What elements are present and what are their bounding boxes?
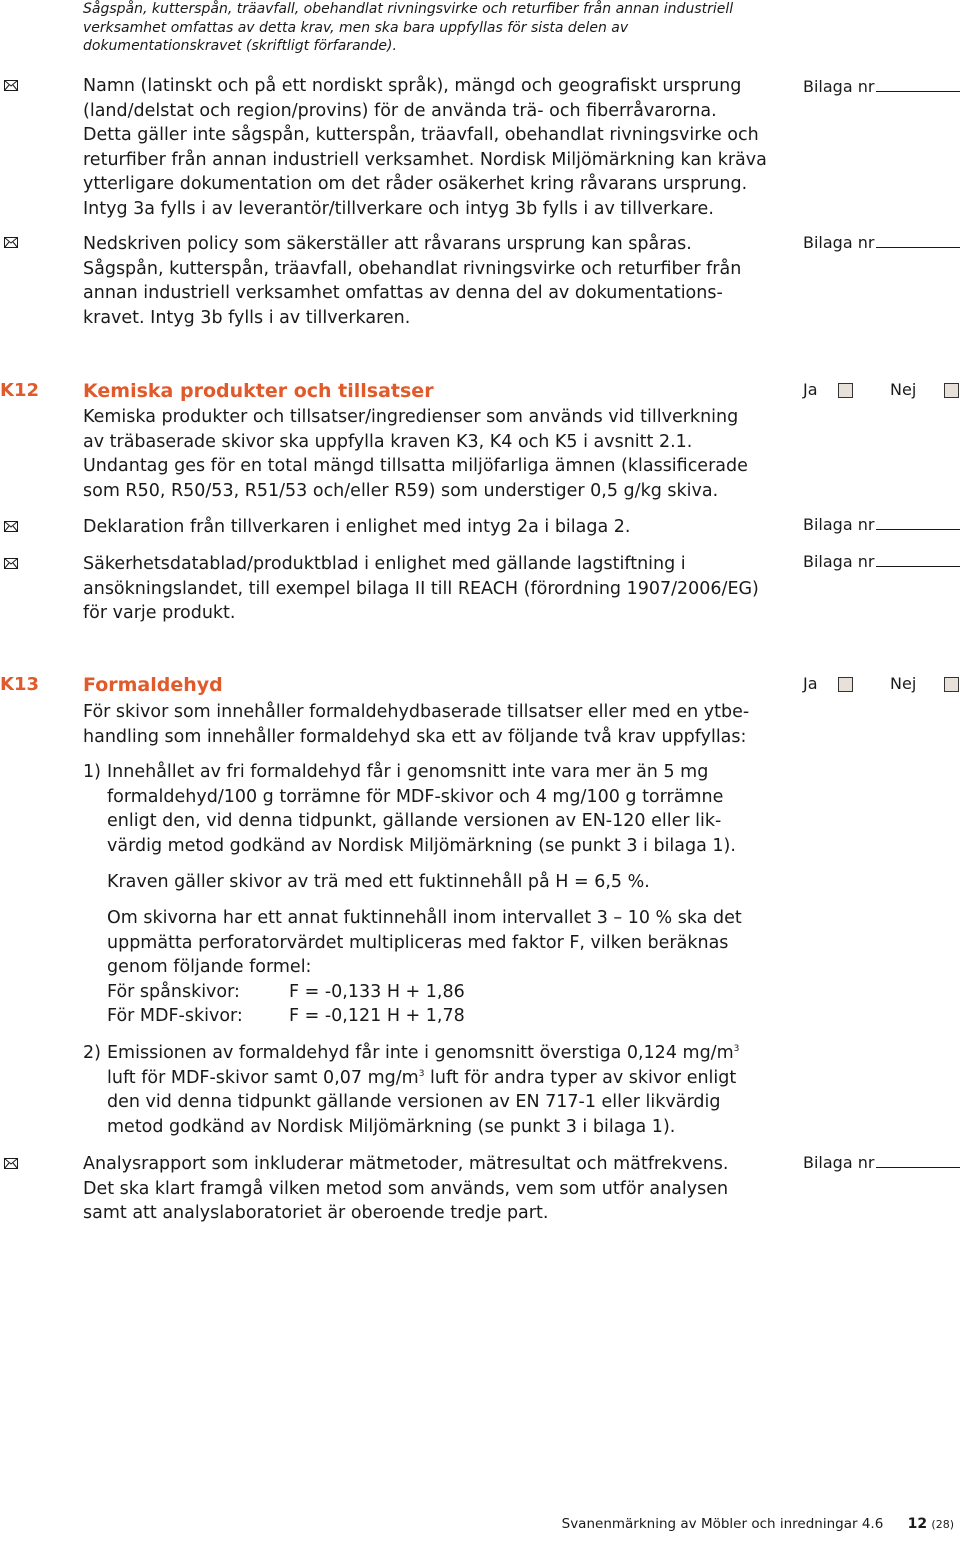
no-checkbox[interactable] — [944, 383, 959, 398]
k13-analysis-report-text: Analysrapport som inkluderar mätmetoder, mätresultat och mätfrekvens. Det ska klart framgå vilken metod som används, vem som utför analysen samt att analyslaboratoriet är oberoende tredje part. — [83, 1154, 729, 1223]
envelope-icon — [4, 521, 18, 532]
yes-label: Ja — [803, 674, 818, 693]
page-number: 12 — [907, 1516, 928, 1532]
envelope-icon — [4, 237, 18, 248]
k13-intro-text: För skivor som innehåller formaldehydbaserade tillsatser eller med en ytbe- handling som innehåller formaldehyd ska ett av följande två krav uppfyllas: — [83, 702, 750, 747]
bilaga-field[interactable]: Bilaga nr — [803, 77, 955, 97]
option-1-number: 1) — [83, 762, 101, 782]
correction-factor-text: Om skivorna har ett annat fuktinnehåll inom intervallet 3 – 10 % ska det uppmätta perforatorvärdet multipliceras med faktor F, vilken beräknas genom följande formel: För spånskivor: F = -0,133 H + 1,86 För MDF-skivor: F = -0,121 H + 1,78 — [107, 906, 777, 1029]
k12-safety-datasheet-text: Säkerhetsdatablad/produktblad i enlighet med gällande lagstiftning i ansökningslandet, till exempel bilaga II till REACH (förordning 1907/2006/EG) för varje produkt. — [83, 554, 759, 623]
requirement-code-k12: K12 — [0, 380, 39, 401]
document-version: 4.6 — [861, 1516, 884, 1532]
requirement-code-k13: K13 — [0, 674, 39, 695]
raw-material-origin-text: Namn (latinskt och på ett nordiskt språk), mängd och geografiskt ursprung (land/delstat och region/provins) för de använda trä- och fiberråvarorna. Detta gäller inte sågspån, kutterspån, träavfall, obehandlat rivningsvirke och returfiber från annan industriell verksamhet. Nordisk Miljömärkning kan kräva ytterligare dokumentation om det råder osäkerhet kring råvarans ursprung. Intyg 3a fylls i av leverantör/tillverkare och intyg 3b fylls i av tillverkare. — [83, 76, 767, 219]
yes-label: Ja — [803, 380, 818, 399]
page-footer — [562, 1516, 954, 1533]
yes-checkbox[interactable] — [838, 677, 853, 692]
bilaga-field[interactable]: Bilaga nr — [803, 552, 955, 572]
traceability-policy-text: Nedskriven policy som säkerställer att råvarans ursprung kan spåras. Sågspån, kutterspån, träavfall, obehandlat rivningsvirke och returfiber från annan industriell verksamhet omfattas av denna del av dokumentations- kravet. Intyg 3b fylls i av tillverkaren. — [83, 234, 742, 328]
envelope-icon — [4, 1158, 18, 1169]
yes-checkbox[interactable] — [838, 383, 853, 398]
bilaga-field[interactable]: Bilaga nr — [803, 233, 955, 253]
bilaga-field[interactable]: Bilaga nr — [803, 515, 955, 535]
no-checkbox[interactable] — [944, 677, 959, 692]
envelope-icon — [4, 80, 18, 91]
k12-requirement-text: Kemiska produkter och tillsatser/ingredienser som används vid tillverkning av träbaserade skivor ska uppfylla kraven K3, K4 och K5 i avsnitt 2.1. Undantag ges för en total mängd tillsatta miljöfarliga ämnen (klassificerade som R50, R50/53, R51/53 och/eller R59) som understiger 0,5 g/kg skiva. — [83, 407, 748, 501]
option-2-text: Emissionen av formaldehyd får inte i genomsnitt överstiga 0,124 $mg/m^3$ luft för MDF-skivor samt 0,07 $mg/m^3$ luft för andra typer av skivor enligt den vid denna tidpunkt gällande versionen av EN 717-1 eller likvärdig metod godkänd av Nordisk Miljömärkning (se punkt 3 i bilaga 1). — [107, 1043, 740, 1137]
option-1-text: Innehållet av fri formaldehyd får i genomsnitt inte vara mer än 5 mg formaldehyd/100 g torrämne för MDF-skivor och 4 mg/100 g torrämne enligt den, vid denna tidpunkt, gällande versionen av EN-120 eller lik- värdig metod godkänd av Nordisk Miljömärkning (se punkt 3 i bilaga 1). — [107, 762, 736, 856]
formula-mdf: För MDF-skivor: F = -0,121 H + 1,78 — [107, 1006, 465, 1026]
no-label: Nej — [890, 674, 917, 693]
moisture-requirement-text: Kraven gäller skivor av trä med ett fuktinnehåll på H = 6,5 %. — [107, 872, 650, 892]
intro-note: Sågspån, kutterspån, träavfall, obehandlat rivningsvirke och returfiber från annan industriell verksamhet omfattas av detta krav, men ska bara uppfyllas för sista delen av dokumentationskravet (skriftligt förfarande). — [83, 1, 734, 54]
envelope-icon — [4, 558, 18, 569]
requirement-title-k12: Kemiska produkter och tillsatser — [83, 380, 434, 402]
formula-particleboard: För spånskivor: F = -0,133 H + 1,86 — [107, 981, 465, 1002]
k12-declaration-text: Deklaration från tillverkaren i enlighet med intyg 2a i bilaga 2. — [83, 517, 631, 537]
no-label: Nej — [890, 380, 917, 399]
page-total: (28) — [931, 1518, 954, 1531]
bilaga-field[interactable]: Bilaga nr — [803, 1153, 955, 1173]
option-2-number: 2) — [83, 1043, 101, 1063]
requirement-title-k13: Formaldehyd — [83, 674, 223, 696]
document-title: Svanenmärkning av Möbler och inredningar — [561, 1516, 858, 1532]
